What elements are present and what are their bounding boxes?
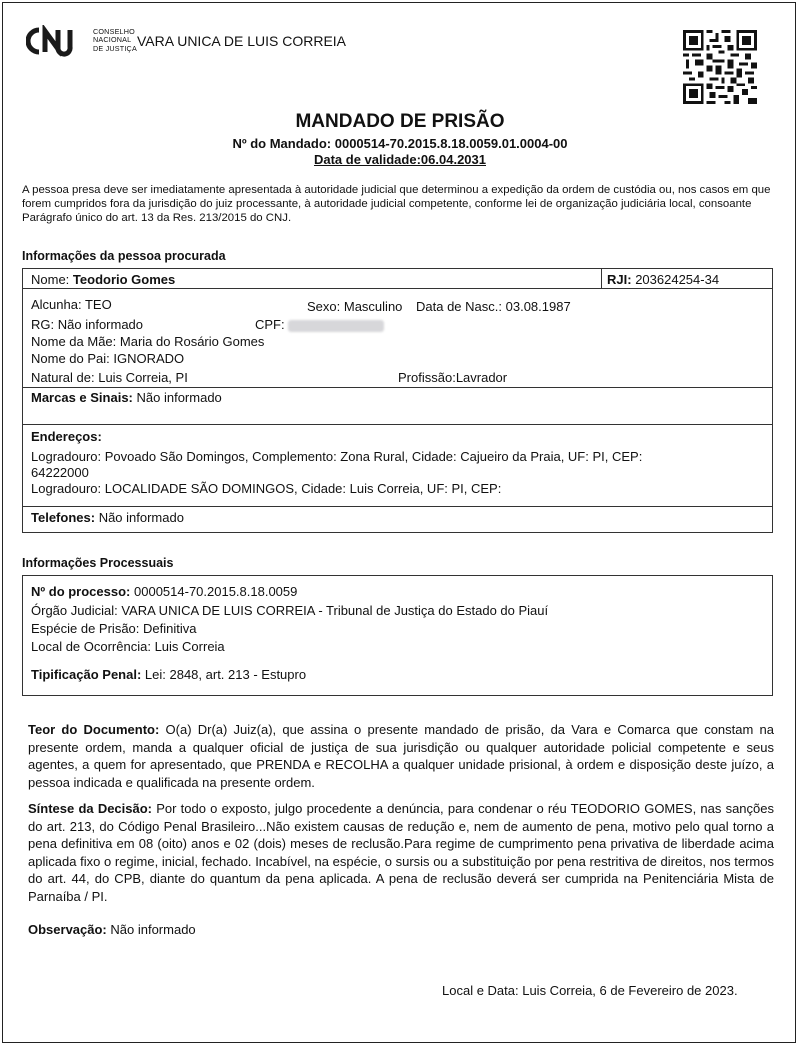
nasc-value: 03.08.1987 xyxy=(505,299,571,314)
marcas-value: Não informado xyxy=(136,390,222,405)
observacao-label: Observação: xyxy=(28,922,107,937)
document-title: MANDADO DE PRISÃO xyxy=(295,111,505,132)
teor-label: Teor do Documento: xyxy=(28,722,160,737)
pai-value: IGNORADO xyxy=(113,351,185,366)
divider xyxy=(601,268,602,288)
processo-numero-field xyxy=(31,584,297,599)
especie-label: Espécie de Prisão: xyxy=(31,621,140,636)
profissao-value: Lavrador xyxy=(455,370,508,385)
sexo-value: Masculino xyxy=(343,299,403,314)
sintese-paragraph xyxy=(28,800,774,906)
endereco-2: Logradouro: LOCALIDADE SÃO DOMINGOS, Cidade: Luis Correia, UF: PI, CEP: xyxy=(31,481,502,496)
divider xyxy=(22,387,773,388)
alcunha-value: TEO xyxy=(84,297,112,312)
sintese-label: Síntese da Decisão: xyxy=(28,801,153,816)
tipificacao-label: Tipificação Penal: xyxy=(31,667,142,682)
teor-paragraph xyxy=(28,721,774,791)
divider xyxy=(22,506,773,507)
processo-section-title: Informações Processuais xyxy=(22,556,174,570)
validade-label: Data de validade: xyxy=(313,152,421,167)
cpf-label: CPF: xyxy=(255,317,285,332)
cnj-line-1: CONSELHO xyxy=(93,27,135,36)
profissao-label: Profissão: xyxy=(398,370,456,385)
cnj-logo-icon xyxy=(26,25,90,57)
sexo-field xyxy=(307,299,402,314)
divider xyxy=(22,424,773,425)
local-ocorrencia-field xyxy=(31,639,225,654)
nome-value: Teodorio Gomes xyxy=(72,272,176,287)
rg-field xyxy=(31,317,143,332)
cpf-field xyxy=(255,317,384,332)
observacao-text: Não informado xyxy=(110,922,196,937)
cpf-redacted xyxy=(288,320,384,332)
cnj-name-block xyxy=(93,28,137,53)
nome-label: Nome: xyxy=(31,272,70,287)
alcunha-field xyxy=(31,297,112,312)
orgao-field xyxy=(31,603,548,618)
qr-code-icon xyxy=(683,30,757,104)
court-name: VARA UNICA DE LUIS CORREIA xyxy=(137,33,347,49)
especie-value: Definitiva xyxy=(143,621,197,636)
endereco-1-line-2: 64222000 xyxy=(31,465,89,480)
divider xyxy=(22,288,773,289)
nasc-label: Data de Nasc.: xyxy=(416,299,502,314)
mae-label: Nome da Mãe: xyxy=(31,334,117,349)
local-ocorrencia-label: Local de Ocorrência: xyxy=(31,639,151,654)
pessoa-section-title: Informações da pessoa procurada xyxy=(22,249,226,263)
mandado-number-line xyxy=(0,136,800,151)
validade-line xyxy=(0,152,800,167)
cnj-line-3: DE JUSTIÇA xyxy=(93,43,137,53)
orgao-value: VARA UNICA DE LUIS CORREIA - Tribunal de Justiça do Estado do Piauí xyxy=(121,603,549,618)
mandado-number: 0000514-70.2015.8.18.0059.01.0004-00 xyxy=(334,136,568,151)
validade-date: 06.04.2031 xyxy=(420,152,486,167)
nome-field xyxy=(31,272,175,287)
pai-field xyxy=(31,351,184,366)
orgao-label: Órgão Judicial: xyxy=(31,603,118,618)
rji-value: 203624254-34 xyxy=(635,272,720,287)
local-data: Local e Data: Luis Correia, 6 de Fevereiro de 2023. xyxy=(442,983,738,998)
sexo-label: Sexo: xyxy=(307,299,341,314)
telefones-value: Não informado xyxy=(98,510,184,525)
local-ocorrencia-value: Luis Correia xyxy=(154,639,225,654)
natural-field xyxy=(31,370,188,385)
rji-label: RJI: xyxy=(607,272,632,287)
enderecos-label xyxy=(31,429,102,444)
marcas-label: Marcas e Sinais: xyxy=(31,390,133,405)
observacao-field xyxy=(28,922,196,937)
profissao-field xyxy=(398,370,507,385)
teor-text: O(a) Dr(a) Juiz(a), que assina o presente mandado de prisão, da Vara e Comarca que constam na presente ordem, manda a qualquer oficial de justiça de sua jurisdição ou qualquer autoridade policial competente e seus agentes, a quem for apresentado, que PRENDA e RECOLHA a qualquer unidade prisional, à ordem e disposição deste juízo, a pessoa indicada e qualificada na presente ordem. xyxy=(28,722,774,790)
alcunha-label: Alcunha: xyxy=(31,297,82,312)
intro-text: A pessoa presa deve ser imediatamente apresentada à autoridade judicial que determinou a expedição da ordem de custódia ou, nos casos em que forem cumpridos fora da jurisdição do juiz processante, à autoridade judicial competente, conforme lei de organização judiciária local, consoante Parágrafo único do art. 13 da Res. 213/2015 do CNJ. xyxy=(22,184,771,224)
tipificacao-field xyxy=(31,667,306,682)
mae-value: Maria do Rosário Gomes xyxy=(119,334,265,349)
processo-numero-value: 0000514-70.2015.8.18.0059 xyxy=(134,584,298,599)
processo-numero-label: Nº do processo: xyxy=(31,584,131,599)
telefones-field xyxy=(31,510,184,525)
natural-value: Luis Correia, PI xyxy=(98,370,188,385)
natural-label: Natural de: xyxy=(31,370,95,385)
rg-value: Não informado xyxy=(57,317,144,332)
rg-label: RG: xyxy=(31,317,55,332)
rji-field xyxy=(607,272,719,287)
especie-field xyxy=(31,621,197,636)
pai-label: Nome do Pai: xyxy=(31,351,110,366)
endereco-1-line-1: Logradouro: Povoado São Domingos, Complemento: Zona Rural, Cidade: Cajueiro da Praia, UF: PI, CEP: xyxy=(31,449,643,464)
sintese-text: Por todo o exposto, julgo procedente a denúncia, para condenar o réu TEODORIO GOMES, nas sanções do art. 213, do Código Penal Brasileiro...Não existem causas de redução e, nem de aumento de pena, motivo pelo qual torno a pena definitiva em 08 (oito) anos e 02 (dois) meses de reclusão.Para regime de cumprimento pena privativa de liberdade acima aplicada fixo o regime, inicial, fechado. Incabível, na espécie, o sursis ou a substituição por pena restritiva de direitos, nos termos do art. 44, do CPB, diante do quantum da pena aplicada. A pena de reclusão deverá ser cumprida na Penitenciária Mista de Parnaíba / PI. xyxy=(28,801,774,904)
marcas-field xyxy=(31,390,222,405)
mae-field xyxy=(31,334,264,349)
mandado-label: Nº do Mandado: xyxy=(232,136,332,151)
cnj-line-2: NACIONAL xyxy=(93,35,132,45)
enderecos-label-text: Endereços: xyxy=(31,429,102,444)
nasc-field xyxy=(416,299,571,314)
tipificacao-value: Lei: 2848, art. 213 - Estupro xyxy=(144,667,307,682)
telefones-label: Telefones: xyxy=(31,510,96,525)
